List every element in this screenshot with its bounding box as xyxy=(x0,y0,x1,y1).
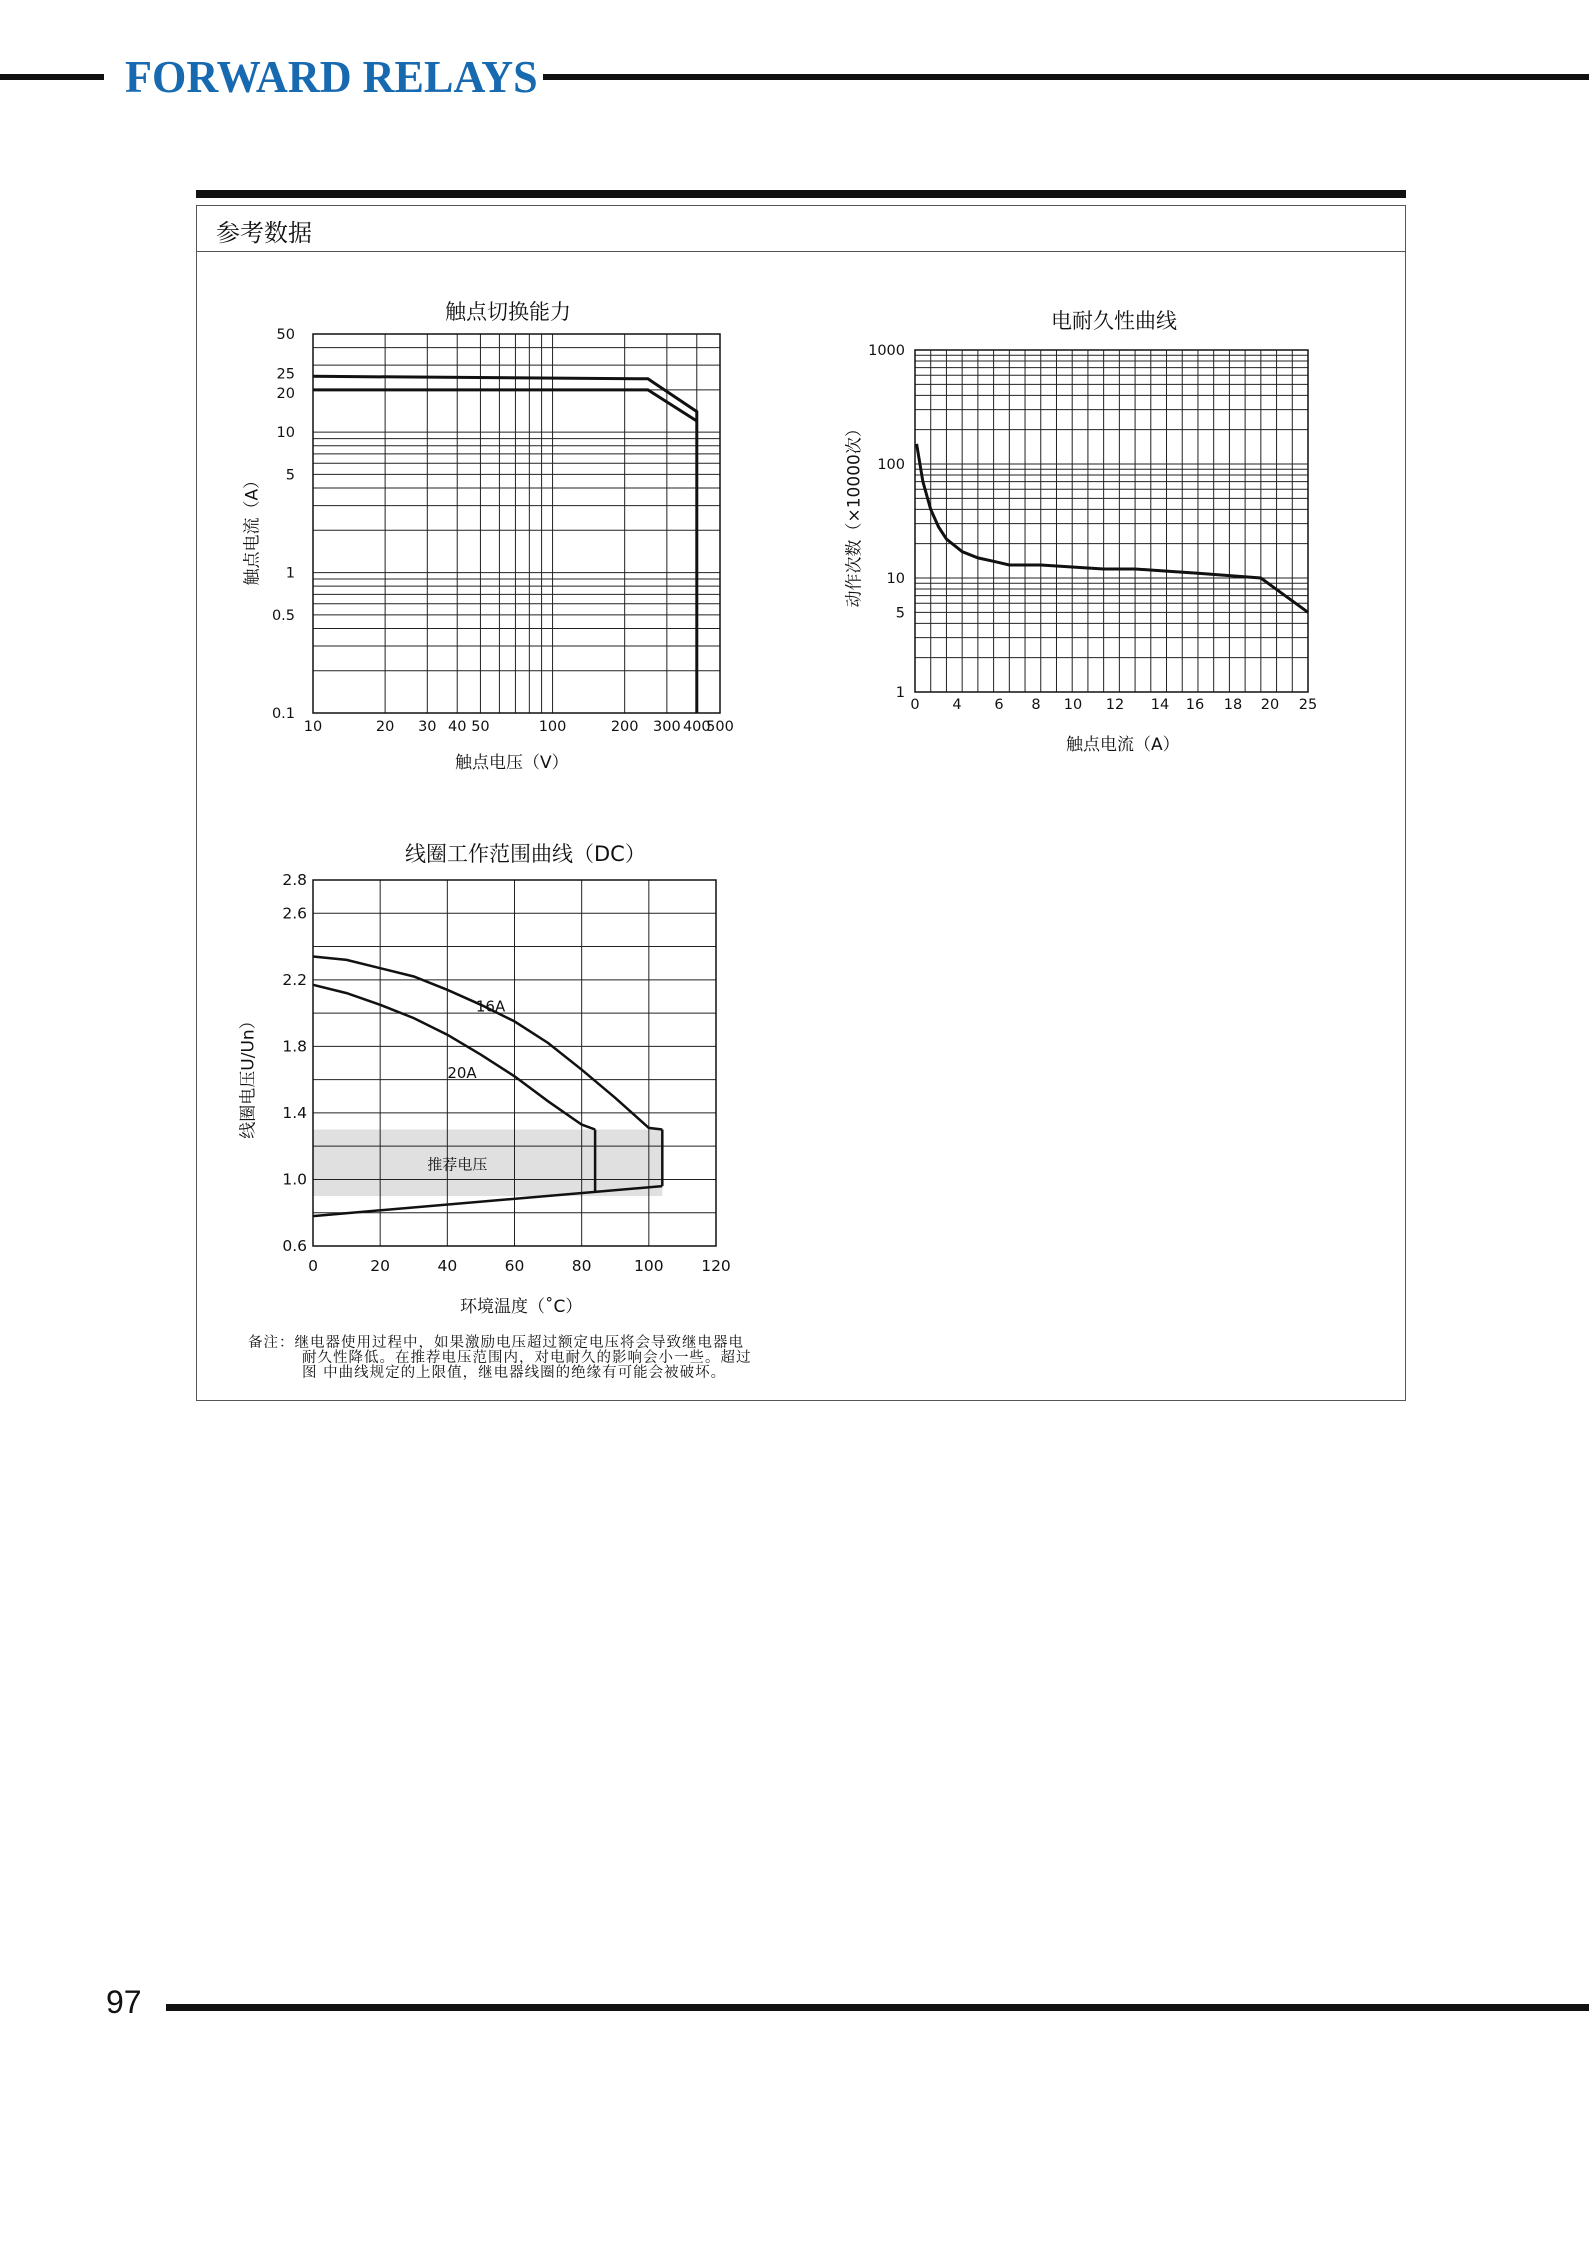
xlabel-switching: 触点电压（V） xyxy=(455,753,569,773)
x-tick-label: 20 xyxy=(1260,697,1280,713)
series-line-2 xyxy=(313,985,595,1130)
x-tick-label: 14 xyxy=(1150,697,1170,713)
x-tick-label: 80 xyxy=(571,1257,592,1275)
chart-title-endurance: 电耐久性曲线 xyxy=(1051,309,1177,333)
x-tick-label: 100 xyxy=(538,719,567,735)
x-tick-label: 12 xyxy=(1105,697,1125,713)
series-line-1 xyxy=(313,376,697,713)
x-tick-label: 20 xyxy=(375,719,395,735)
x-tick-label: 300 xyxy=(653,719,681,735)
y-tick-label: 1.8 xyxy=(282,1037,307,1056)
y-tick-label: 0.1 xyxy=(271,706,295,722)
x-tick-label: 20 xyxy=(370,1257,391,1275)
x-tick-label: 16 xyxy=(1185,697,1205,713)
x-tick-label: 25 xyxy=(1298,697,1318,713)
recommended-voltage-region xyxy=(313,1130,662,1197)
x-tick-label: 40 xyxy=(448,719,467,735)
y-tick-label: 0.6 xyxy=(282,1237,307,1255)
x-tick-label: 0 xyxy=(308,1257,318,1275)
series-label-20a: 20A xyxy=(447,1063,477,1082)
x-tick-label: 10 xyxy=(1063,697,1083,713)
note-line-3: 图 中曲线规定的上限值，继电器线圈的绝缘有可能会被破坏。 xyxy=(302,1365,727,1381)
x-tick-label: 0 xyxy=(910,697,920,713)
y-tick-label: 50 xyxy=(276,327,295,343)
x-tick-label: 500 xyxy=(706,719,734,735)
y-tick-label: 2.2 xyxy=(282,970,307,989)
x-tick-label: 200 xyxy=(610,719,639,735)
series-line-1 xyxy=(313,957,662,1130)
x-tick-label: 50 xyxy=(471,719,490,735)
y-tick-label: 10 xyxy=(276,425,295,442)
footer-rule xyxy=(166,2004,1589,2011)
ylabel-endurance: 动作次数（×10000次） xyxy=(844,420,865,608)
y-tick-label: 1000 xyxy=(868,343,905,359)
y-tick-label: 0.5 xyxy=(271,607,295,624)
y-tick-label: 1 xyxy=(895,685,905,701)
x-tick-label: 100 xyxy=(634,1257,664,1275)
note xyxy=(248,1336,752,1381)
y-tick-label: 10 xyxy=(886,571,905,587)
x-tick-label: 4 xyxy=(952,697,962,713)
x-tick-label: 8 xyxy=(1031,697,1041,713)
y-tick-label: 1.0 xyxy=(282,1170,307,1189)
xlabel-endurance: 触点电流（A） xyxy=(1066,735,1180,755)
y-tick-label: 5 xyxy=(895,605,905,622)
y-tick-label: 1.4 xyxy=(282,1103,307,1122)
x-tick-label: 6 xyxy=(994,697,1004,713)
y-tick-label: 1 xyxy=(285,565,295,582)
page-number: 97 xyxy=(106,1984,142,2020)
region-label: 推荐电压 xyxy=(427,1155,488,1174)
x-tick-label: 40 xyxy=(437,1257,458,1275)
y-tick-label: 5 xyxy=(285,467,295,484)
x-tick-label: 120 xyxy=(701,1257,731,1275)
plot-frame xyxy=(915,350,1308,692)
note-line-1: 备注：继电器使用过程中，如果激励电压超过额定电压将会导致继电器电 xyxy=(248,1335,744,1351)
x-tick-label: 60 xyxy=(504,1257,525,1275)
y-tick-label: 2.6 xyxy=(282,904,307,923)
chart-title-switching: 触点切换能力 xyxy=(445,300,571,324)
brand-logo: FORWARD RELAYS xyxy=(125,51,538,102)
x-tick-label: 10 xyxy=(303,719,323,735)
ylabel-coil: 线圈电压U/Un） xyxy=(238,1012,259,1139)
y-tick-label: 20 xyxy=(276,385,295,402)
section-title: 参考数据 xyxy=(216,219,312,247)
note-line-2: 耐久性降低。在推荐电压范围内，对电耐久的影响会小一些。超过 xyxy=(302,1350,752,1366)
series-label-16a: 16A xyxy=(475,997,506,1016)
x-tick-label: 400 xyxy=(682,719,711,735)
x-tick-label: 30 xyxy=(418,719,437,735)
y-tick-label: 2.8 xyxy=(282,871,307,889)
x-tick-label: 18 xyxy=(1223,697,1243,713)
ylabel-switching: 触点电流（A） xyxy=(242,471,263,586)
series-line-2 xyxy=(313,390,697,421)
y-tick-label: 25 xyxy=(276,366,295,383)
y-tick-label: 100 xyxy=(877,457,905,473)
xlabel-coil: 环境温度（˚C） xyxy=(460,1297,583,1317)
chart-title-coil: 线圈工作范围曲线（DC） xyxy=(405,842,646,866)
